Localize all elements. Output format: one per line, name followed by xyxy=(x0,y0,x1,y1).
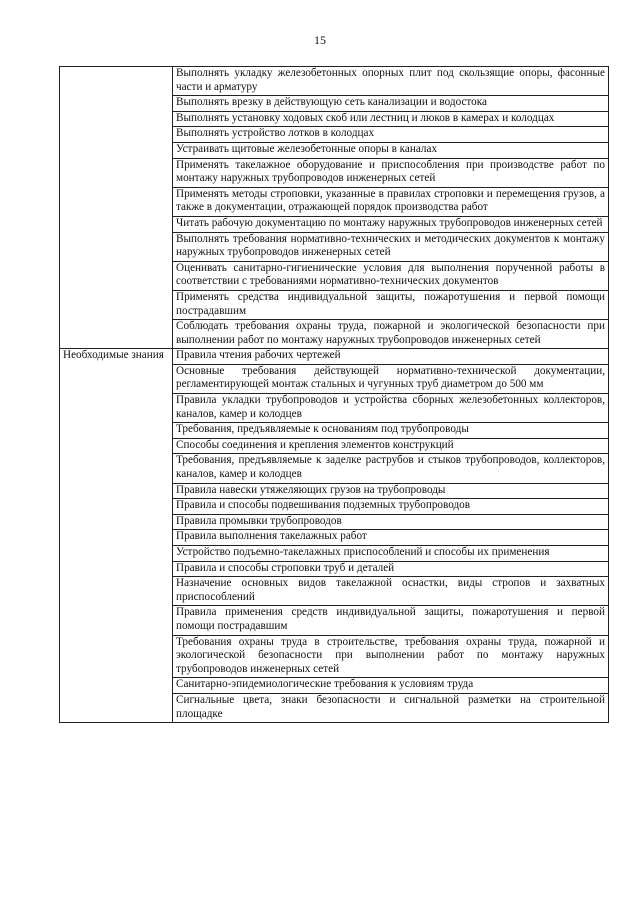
knowledge-item-cell: Правила применения средств индивидуальной защиты, пожаротушения и первой помощи пострадавшим xyxy=(173,606,609,635)
knowledge-item-cell: Правила укладки трубопроводов и устройства сборных железобетонных коллекторов, каналов, камер и колодцев xyxy=(173,394,609,423)
skill-item-cell: Выполнять укладку железобетонных опорных плит под скользящие опоры, фасонные части и арматуру xyxy=(173,67,609,96)
knowledge-item-cell: Основные требования действующей нормативно-технической документации, регламентирующей монтаж стальных и чугунных труб диаметром до 500 мм xyxy=(173,364,609,393)
skills-label-cell xyxy=(60,67,173,349)
knowledge-item-cell: Устройство подъемно-такелажных приспособлений и способы их применения xyxy=(173,546,609,562)
knowledge-item-cell: Правила промывки трубопроводов xyxy=(173,514,609,530)
skill-item-cell: Читать рабочую документацию по монтажу наружных трубопроводов инженерных сетей xyxy=(173,216,609,232)
skill-item-cell: Выполнять устройство лотков в колодцах xyxy=(173,127,609,143)
requirements-table-body xyxy=(60,67,609,723)
knowledge-row xyxy=(60,349,609,365)
knowledge-item-cell: Правила и способы строповки труб и деталей xyxy=(173,561,609,577)
knowledge-item-cell: Требования, предъявляемые к основаниям под трубопроводы xyxy=(173,423,609,439)
knowledge-item-cell: Санитарно-эпидемиологические требования к условиям труда xyxy=(173,678,609,694)
knowledge-item-cell: Способы соединения и крепления элементов конструкций xyxy=(173,438,609,454)
skill-item-cell: Применять средства индивидуальной защиты, пожаротушения и первой помощи пострадавшим xyxy=(173,290,609,319)
skill-item-cell: Выполнять требования нормативно-технических и методических документов к монтажу наружных трубопроводов инженерных сетей xyxy=(173,232,609,261)
skill-item-cell: Применять такелажное оборудование и приспособления при производстве работ по монтажу наружных трубопроводов инженерных сетей xyxy=(173,158,609,187)
skills-row xyxy=(60,67,609,96)
skill-item-cell: Оценивать санитарно-гигиенические условия для выполнения порученной работы в соответствии с требованиями нормативно-технических документов xyxy=(173,261,609,290)
knowledge-item-cell: Назначение основных видов такелажной оснастки, виды стропов и захватных приспособлений xyxy=(173,577,609,606)
knowledge-item-cell: Правила и способы подвешивания подземных трубопроводов xyxy=(173,499,609,515)
skill-item-cell: Выполнять установку ходовых скоб или лестниц и люков в камерах и колодцах xyxy=(173,111,609,127)
knowledge-item-cell: Требования, предъявляемые к заделке раструбов и стыков трубопроводов, коллекторов, каналов, камер и колодцев xyxy=(173,454,609,483)
skill-item-cell: Устраивать щитовые железобетонные опоры в каналах xyxy=(173,142,609,158)
skill-item-cell: Выполнять врезку в действующую сеть канализации и водостока xyxy=(173,96,609,112)
skill-item-cell: Применять методы строповки, указанные в правилах строповки и перемещения грузов, а также в документации, отражающей порядок производства работ xyxy=(173,187,609,216)
knowledge-item-cell: Правила чтения рабочих чертежей xyxy=(173,349,609,365)
knowledge-item-cell: Правила навески утяжеляющих грузов на трубопроводы xyxy=(173,483,609,499)
knowledge-label-cell: Необходимые знания xyxy=(60,349,173,723)
page-number: 15 xyxy=(314,33,326,47)
knowledge-item-cell: Сигнальные цвета, знаки безопасности и сигнальной разметки на строительной площадке xyxy=(173,693,609,722)
requirements-table xyxy=(59,66,609,723)
knowledge-item-cell: Правила выполнения такелажных работ xyxy=(173,530,609,546)
skill-item-cell: Соблюдать требования охраны труда, пожарной и экологической безопасности при выполнении работ по монтажу наружных трубопроводов инженерных сетей xyxy=(173,320,609,349)
knowledge-item-cell: Требования охраны труда в строительстве, требования охраны труда, пожарной и экологической безопасности при выполнении работ по монтажу наружных трубопроводов инженерных сетей xyxy=(173,635,609,678)
